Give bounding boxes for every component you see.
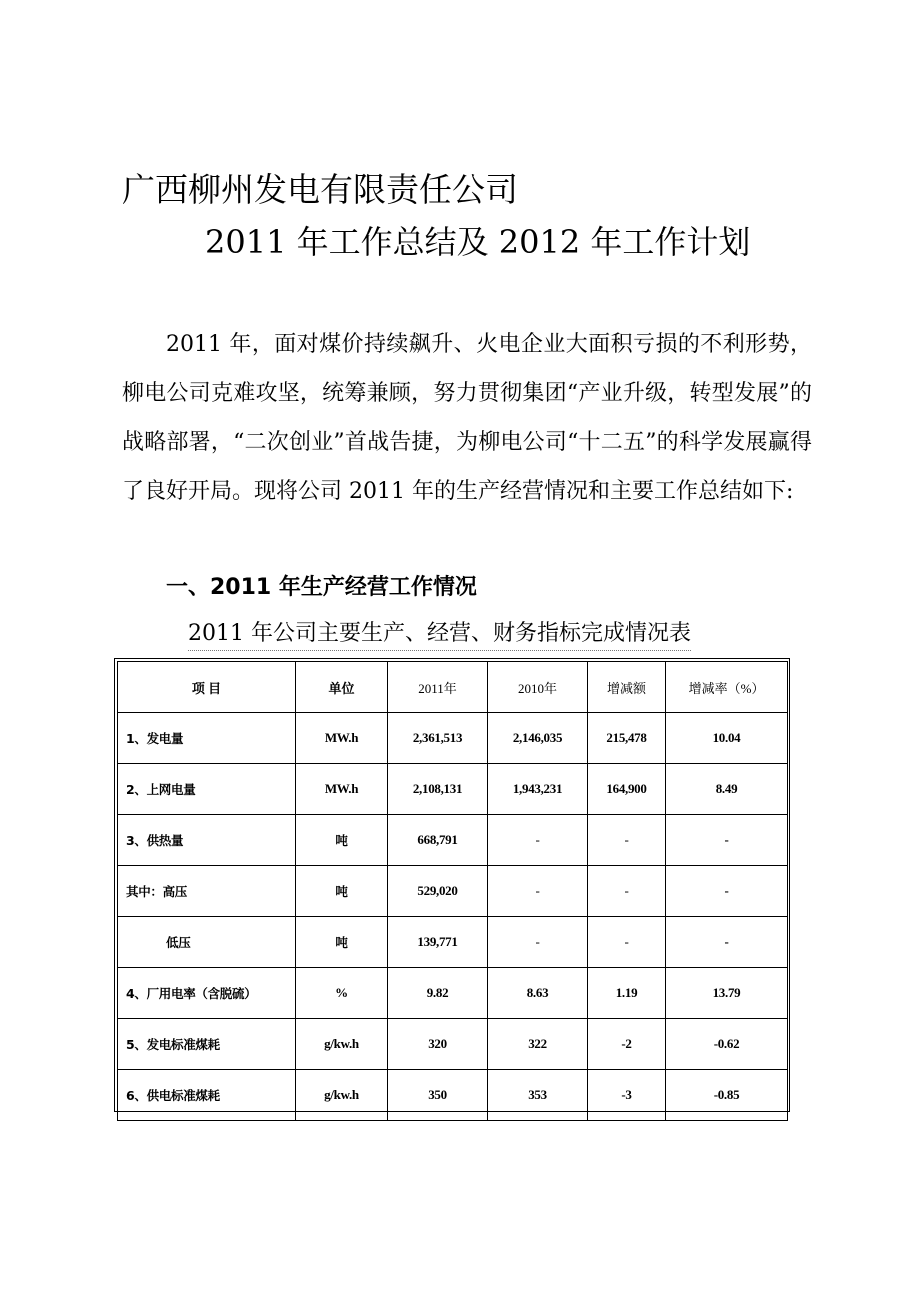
cell-rate: - [666,815,788,866]
cell-rate: 8.49 [666,764,788,815]
document-title: 2011 年工作总结及 2012 年工作计划 [205,223,751,261]
table-row [118,866,788,917]
cell-change: 215,478 [588,713,666,764]
table-row [118,917,788,968]
cell-item: 低压 [118,917,296,968]
cell-2011: 350 [388,1070,488,1121]
cell-change: -2 [588,1019,666,1070]
cell-2011: 668,791 [388,815,488,866]
cell-unit: 吨 [296,917,388,968]
table-row [118,815,788,866]
company-title: 广西柳州发电有限责任公司 [122,170,518,209]
cell-rate: 13.79 [666,968,788,1019]
cell-2011: 9.82 [388,968,488,1019]
cell-2011: 2,108,131 [388,764,488,815]
cell-2010: 353 [488,1070,588,1121]
cell-change: -3 [588,1070,666,1121]
cell-2011: 2,361,513 [388,713,488,764]
header-change: 增减额 [588,662,666,713]
cell-unit: 吨 [296,815,388,866]
table-row [118,764,788,815]
cell-rate: - [666,866,788,917]
table-row [118,1019,788,1070]
cell-unit: g/kw.h [296,1070,388,1121]
cell-2010: 2,146,035 [488,713,588,764]
table-header-row [118,662,788,713]
cell-rate: -0.62 [666,1019,788,1070]
cell-item: 2、上网电量 [118,764,296,815]
cell-change: 1.19 [588,968,666,1019]
header-2010: 2010年 [488,662,588,713]
table-caption: 2011 年公司主要生产、经营、财务指标完成情况表 [188,618,691,651]
cell-unit: MW.h [296,713,388,764]
cell-unit: 吨 [296,866,388,917]
table-row [118,1070,788,1121]
cell-2010: - [488,866,588,917]
cell-rate: - [666,917,788,968]
intro-paragraph: 2011 年，面对煤价持续飙升、火电企业大面积亏损的不利形势，柳电公司克难攻坚，统筹兼顾，努力贯彻集团“产业升级，转型发展”的战略部署，“二次创业”首战告捷，为柳电公司“十二五”的科学发展赢得了良好开局。现将公司 2011 年的生产经营情况和主要工作总结如下: [122,332,812,504]
header-item: 项 目 [118,662,296,713]
cell-item: 5、发电标准煤耗 [118,1019,296,1070]
header-rate: 增减率（%） [666,662,788,713]
section-heading: 一、2011 年生产经营工作情况 [166,575,477,600]
cell-item: 4、厂用电率（含脱硫） [118,968,296,1019]
cell-2010: 8.63 [488,968,588,1019]
cell-2011: 139,771 [388,917,488,968]
header-2011: 2011年 [388,662,488,713]
cell-item: 其中：高压 [118,866,296,917]
cell-item: 1、发电量 [118,713,296,764]
cell-2011: 320 [388,1019,488,1070]
cell-item: 6、供电标准煤耗 [118,1070,296,1121]
cell-rate: 10.04 [666,713,788,764]
indicator-table [117,661,788,1121]
cell-2010: 1,943,231 [488,764,588,815]
cell-2010: - [488,917,588,968]
indicator-table-frame [114,658,790,1112]
cell-unit: % [296,968,388,1019]
cell-unit: MW.h [296,764,388,815]
cell-2010: 322 [488,1019,588,1070]
cell-change: - [588,815,666,866]
table-row [118,968,788,1019]
cell-rate: -0.85 [666,1070,788,1121]
cell-unit: g/kw.h [296,1019,388,1070]
cell-change: - [588,917,666,968]
cell-2010: - [488,815,588,866]
cell-change: 164,900 [588,764,666,815]
cell-item: 3、供热量 [118,815,296,866]
table-row [118,713,788,764]
cell-change: - [588,866,666,917]
header-unit: 单位 [296,662,388,713]
cell-2011: 529,020 [388,866,488,917]
